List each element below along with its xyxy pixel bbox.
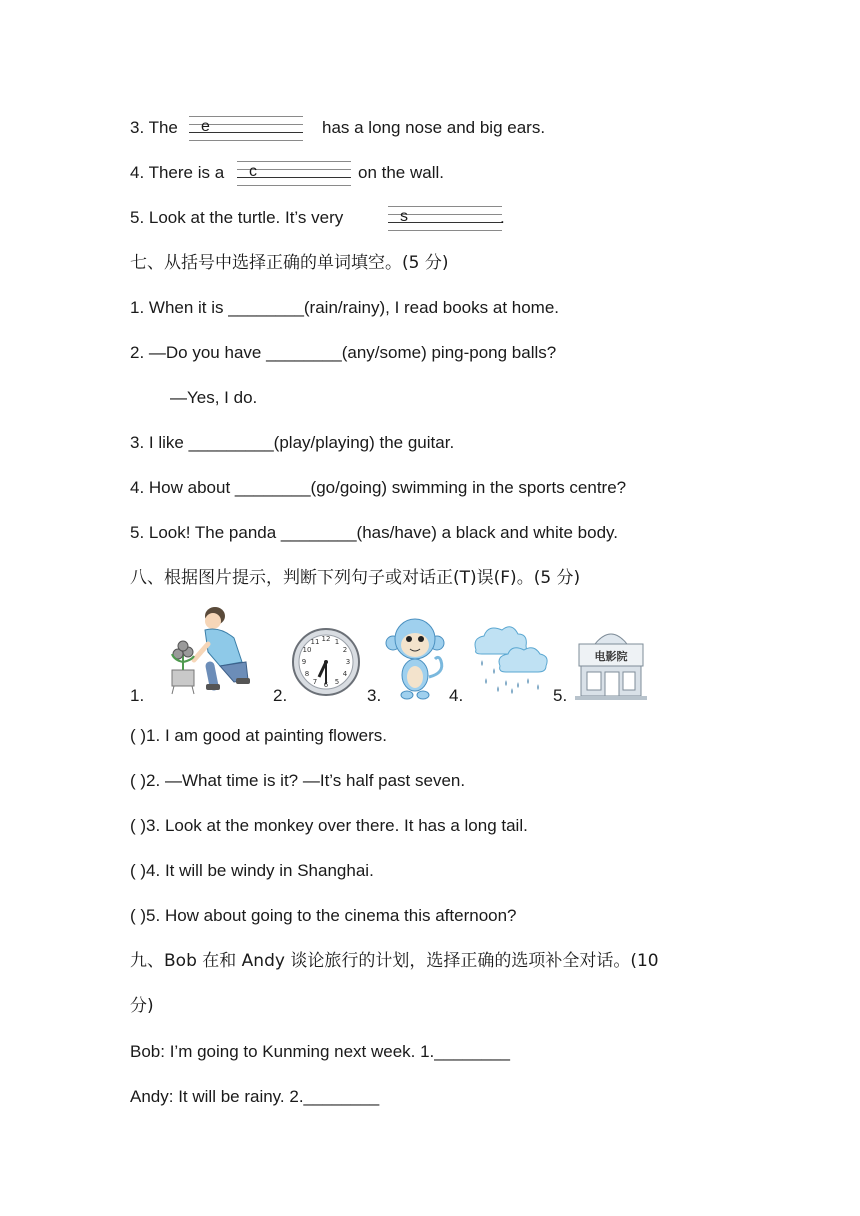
q6-3-post: has a long nose and big ears. — [322, 118, 546, 137]
q6-4-post: on the wall. — [358, 163, 444, 182]
section8-title: 八、根据图片提示，判断下列句子或对话正(T)误(F)。(5 分) — [130, 568, 581, 588]
q6-4-line — [130, 161, 224, 185]
pic-number-2: 2. — [273, 686, 288, 705]
svg-text:5: 5 — [334, 678, 340, 686]
svg-text:11: 11 — [310, 638, 320, 646]
dialog-line-2: Andy: It will be rainy. 2.________ — [130, 1087, 380, 1106]
q7-3: 3. I like _________(play/playing) the guitar. — [130, 433, 455, 452]
q8-5: ( )5. How about going to the cinema this afternoon? — [130, 906, 517, 925]
svg-text:8: 8 — [304, 670, 310, 678]
rain-clouds-picture — [470, 620, 550, 696]
pic-number-1: 1. — [130, 686, 145, 705]
svg-text:1: 1 — [334, 638, 340, 646]
q6-3-line — [130, 116, 178, 140]
cinema-sign: 电影院 — [594, 650, 628, 663]
writing-grid-3[interactable] — [189, 116, 303, 140]
svg-text:9: 9 — [301, 658, 307, 666]
svg-text:2: 2 — [342, 646, 348, 654]
q7-4: 4. How about ________(go/going) swimming in the sports centre? — [130, 478, 627, 497]
hint-letter-4: c — [249, 163, 257, 180]
q8-4: ( )4. It will be windy in Shanghai. — [130, 861, 374, 880]
svg-text:10: 10 — [302, 646, 312, 654]
dialog-line-1: Bob: I’m going to Kunming next week. 1.________ — [130, 1042, 510, 1061]
q8-3: ( )3. Look at the monkey over there. It has a long tail. — [130, 816, 528, 835]
svg-text:4: 4 — [342, 670, 348, 678]
q6-3-pre: 3. The — [130, 118, 178, 137]
section9-title-line2: 分) — [130, 996, 154, 1016]
hint-letter-3: e — [201, 118, 210, 135]
pic-number-4: 4. — [449, 686, 464, 705]
clock-half-past-seven-picture — [291, 627, 361, 697]
hint-letter-5: s — [400, 208, 408, 225]
section9-title-line1: 九、Bob 在和 Andy 谈论旅行的计划，选择正确的选项补全对话。(10 — [130, 951, 659, 971]
q6-4-pre: 4. There is a — [130, 163, 225, 182]
q7-2-reply: —Yes, I do. — [170, 388, 258, 407]
q8-1: ( )1. I am good at painting flowers. — [130, 726, 388, 745]
svg-text:12: 12 — [321, 635, 331, 643]
svg-text:7: 7 — [312, 678, 318, 686]
svg-text:6: 6 — [323, 681, 329, 689]
q8-2: ( )2. —What time is it? —It’s half past seven. — [130, 771, 466, 790]
cinema-picture — [573, 622, 649, 700]
q6-5-post: . — [500, 208, 505, 227]
writing-grid-4[interactable] — [237, 161, 351, 185]
q6-5-pre: 5. Look at the turtle. It’s very — [130, 208, 344, 227]
q7-2: 2. —Do you have ________(any/some) ping-pong balls? — [130, 343, 557, 362]
q7-5: 5. Look! The panda ________(has/have) a black and white body. — [130, 523, 619, 542]
pic-number-5: 5. — [553, 686, 568, 705]
svg-text:3: 3 — [345, 658, 351, 666]
monkey-picture — [385, 617, 447, 701]
section7-title: 七、从括号中选择正确的单词填空。(5 分) — [130, 253, 449, 273]
writing-grid-5[interactable] — [388, 206, 502, 230]
boy-painting-flowers-picture — [160, 604, 260, 696]
q6-5-line — [130, 206, 343, 230]
q7-1: 1. When it is ________(rain/rainy), I read books at home. — [130, 298, 560, 317]
pic-number-3: 3. — [367, 686, 382, 705]
